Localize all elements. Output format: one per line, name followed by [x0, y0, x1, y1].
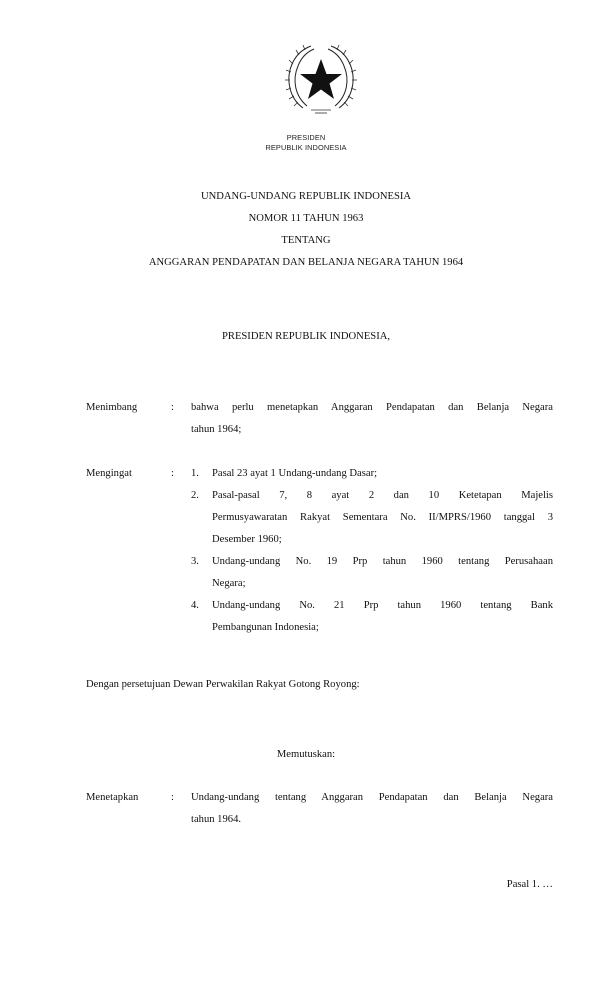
list-item [191, 551, 553, 595]
item-line: Pembangunan Indonesia; [212, 622, 319, 633]
mengingat-list [191, 463, 553, 639]
menimbang-colon: : [171, 402, 174, 413]
item-line: Desember 1960; [212, 534, 282, 545]
menetapkan-label: Menetapkan [86, 792, 139, 803]
mengingat-label: Mengingat [86, 468, 132, 479]
issuer-heading: PRESIDEN REPUBLIK INDONESIA, [221, 331, 391, 342]
item-number: 2. [191, 490, 199, 501]
emblem-caption-presiden: PRESIDEN [286, 133, 326, 142]
menimbang-line: bahwa perlu menetapkan Anggaran Pendapatan dan Belanja Negara [191, 402, 553, 413]
item-line: Undang-undang No. 19 Prp tahun 1960 tentang Perusahaan [212, 556, 553, 567]
list-item [191, 595, 553, 639]
decision-heading: Memutuskan: [276, 749, 336, 760]
item-line: Undang-undang No. 21 Prp tahun 1960 tentang Bank [212, 600, 553, 611]
menetapkan-line: Undang-undang tentang Anggaran Pendapatan dan Belanja Negara [191, 792, 553, 803]
menimbang-line: tahun 1964; [191, 424, 242, 435]
item-number: 3. [191, 556, 199, 567]
emblem-caption-republik: REPUBLIK INDONESIA [265, 143, 347, 152]
menetapkan-text [191, 787, 553, 831]
page-continuation: Pasal 1. … [506, 879, 553, 890]
item-line: Pasal-pasal 7, 8 ayat 2 dan 10 Ketetapan Majelis [212, 490, 553, 501]
menimbang-text [191, 397, 553, 441]
list-item [191, 485, 553, 551]
law-number: NOMOR 11 TAHUN 1963 [248, 213, 364, 224]
mengingat-colon: : [171, 468, 174, 479]
item-number: 4. [191, 600, 199, 611]
law-subject: ANGGARAN PENDAPATAN DAN BELANJA NEGARA TAHUN 1964 [148, 257, 464, 268]
item-line: Pasal 23 ayat 1 Undang-undang Dasar; [212, 468, 378, 479]
presidential-emblem-icon [281, 40, 361, 120]
item-line: Negara; [212, 578, 246, 589]
menetapkan-line: tahun 1964. [191, 814, 242, 825]
menetapkan-colon: : [171, 792, 174, 803]
law-tentang: TENTANG [281, 235, 331, 246]
item-number: 1. [191, 468, 199, 479]
law-title: UNDANG-UNDANG REPUBLIK INDONESIA [200, 191, 412, 202]
list-item [191, 463, 553, 485]
approval-statement: Dengan persetujuan Dewan Perwakilan Rakyat Gotong Royong: [86, 679, 360, 690]
item-line: Permusyawaratan Rakyat Sementara No. II/MPRS/1960 tanggal 3 [212, 512, 553, 523]
menimbang-label: Menimbang [86, 402, 138, 413]
